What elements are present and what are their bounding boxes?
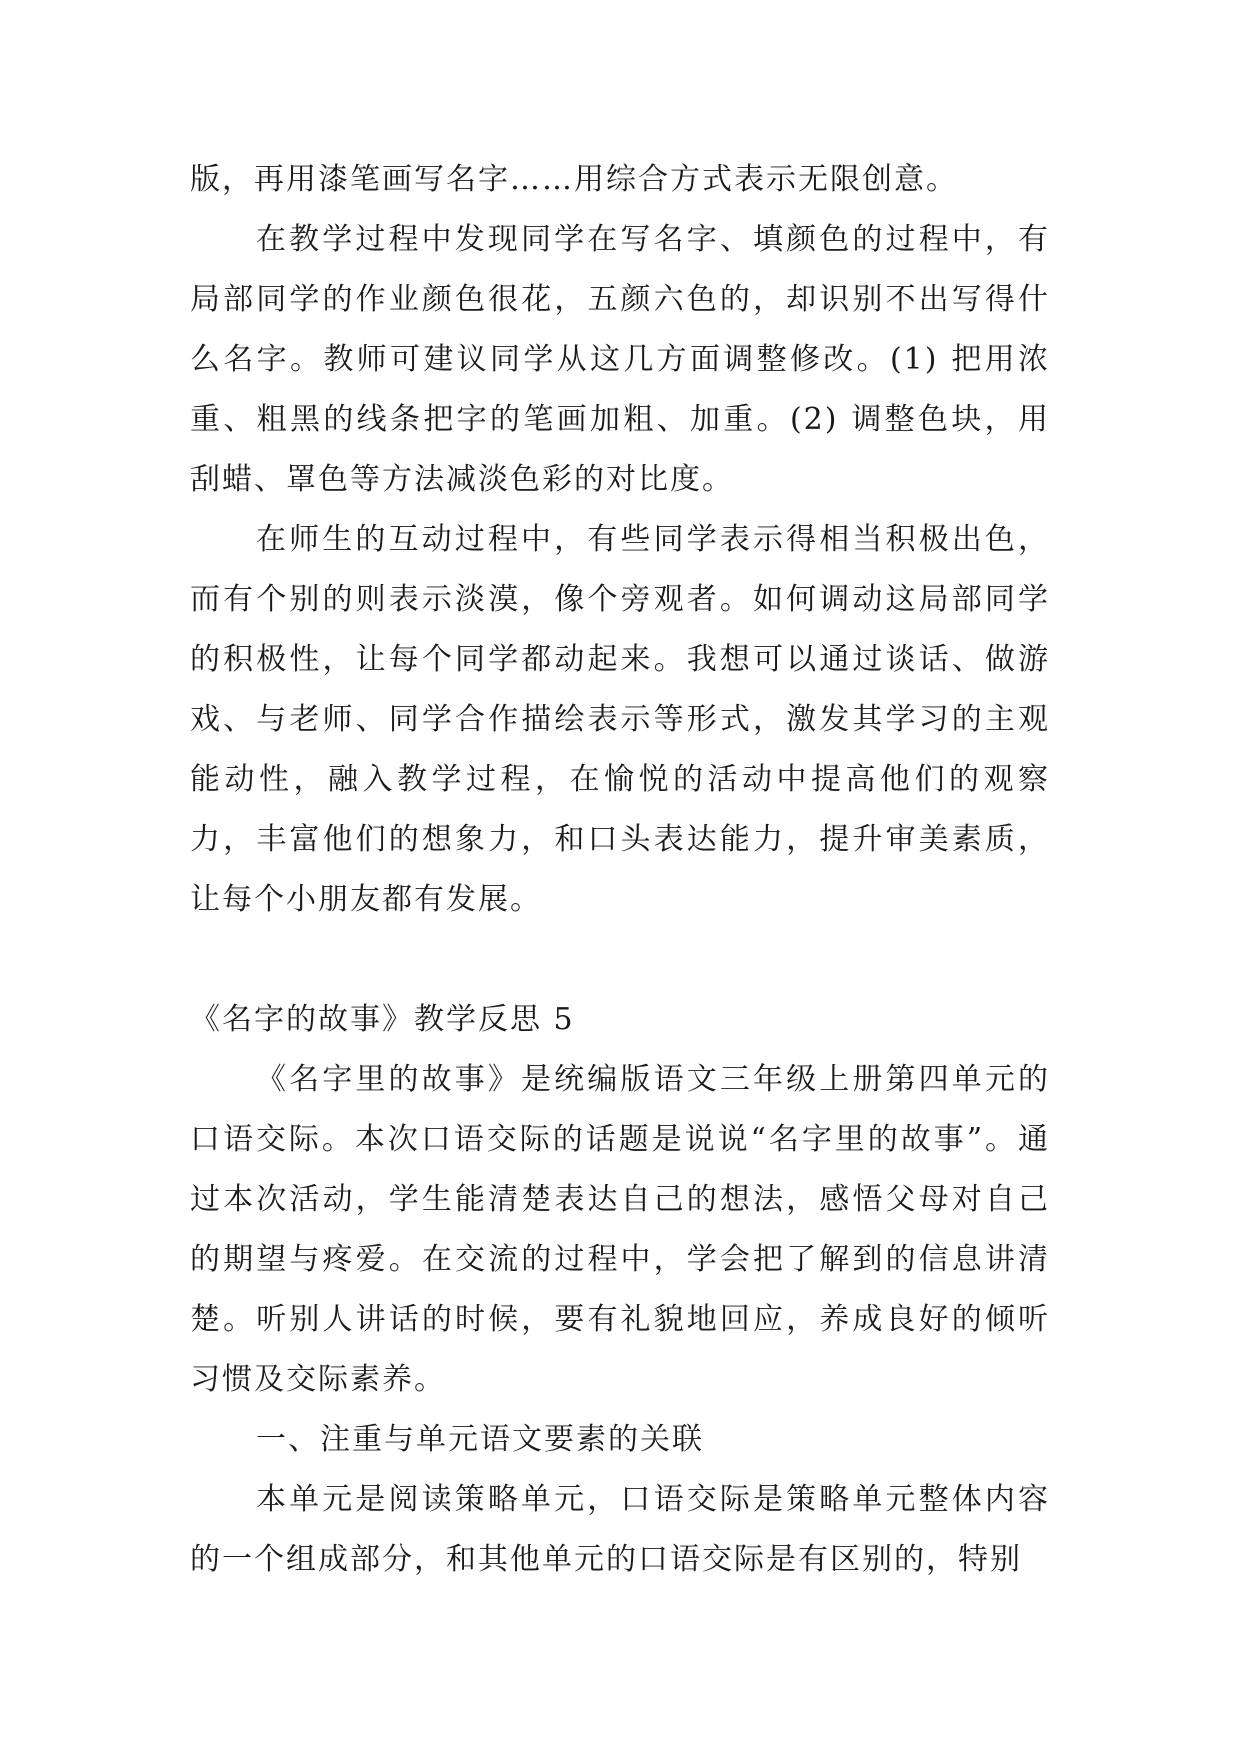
paragraph-interaction: 在师生的互动过程中，有些同学表示得相当积极出色，而有个别的则表示淡漠，像个旁观者。如何调动这局部同学的积极性，让每个同学都动起来。我想可以通过谈话、做游戏、与老师、同学合作描绘表示等形式，激发其学习的主观能动性，融入教学过程，在愉悦的活动中提高他们的观察力，丰富他们的想象力，和口头表达能力，提升审美素质，让每个小朋友都有发展。 (190, 522, 1050, 917)
paragraph-continuation: 版，再用漆笔画写名字……用综合方式表示无限创意。 (190, 162, 958, 197)
paragraph-intro: 《名字里的故事》是统编版语文三年级上册第四单元的口语交际。本次口语交际的话题是说说“名字里的故事”。通过本次活动，学生能清楚表达自己的想法，感悟父母对自己的期望与疼爱。在交流的过程中，学会把了解到的信息讲清楚。听别人讲话的时候，要有礼貌地回应，养成良好的倾听习惯及交际素养。 (190, 1062, 1050, 1397)
paragraph-unit: 本单元是阅读策略单元，口语交际是策略单元整体内容的一个组成部分，和其他单元的口语交际是有区别的，特别 (190, 1482, 1050, 1577)
paragraph-spacer (190, 930, 1050, 990)
section-heading: 一、注重与单元语文要素的关联 (256, 1422, 704, 1457)
section-title: 《名字的故事》教学反思 5 (190, 1002, 575, 1037)
paragraph-teaching-process: 在教学过程中发现同学在写名字、填颜色的过程中，有局部同学的作业颜色很花，五颜六色的，却识别不出写得什么名字。教师可建议同学从这几方面调整修改。(1) 把用浓重、粗黑的线条把字的笔画加粗、加重。(2) 调整色块，用刮蜡、罩色等方法减淡色彩的对比度。 (190, 222, 1050, 497)
document-body (190, 150, 1050, 1590)
